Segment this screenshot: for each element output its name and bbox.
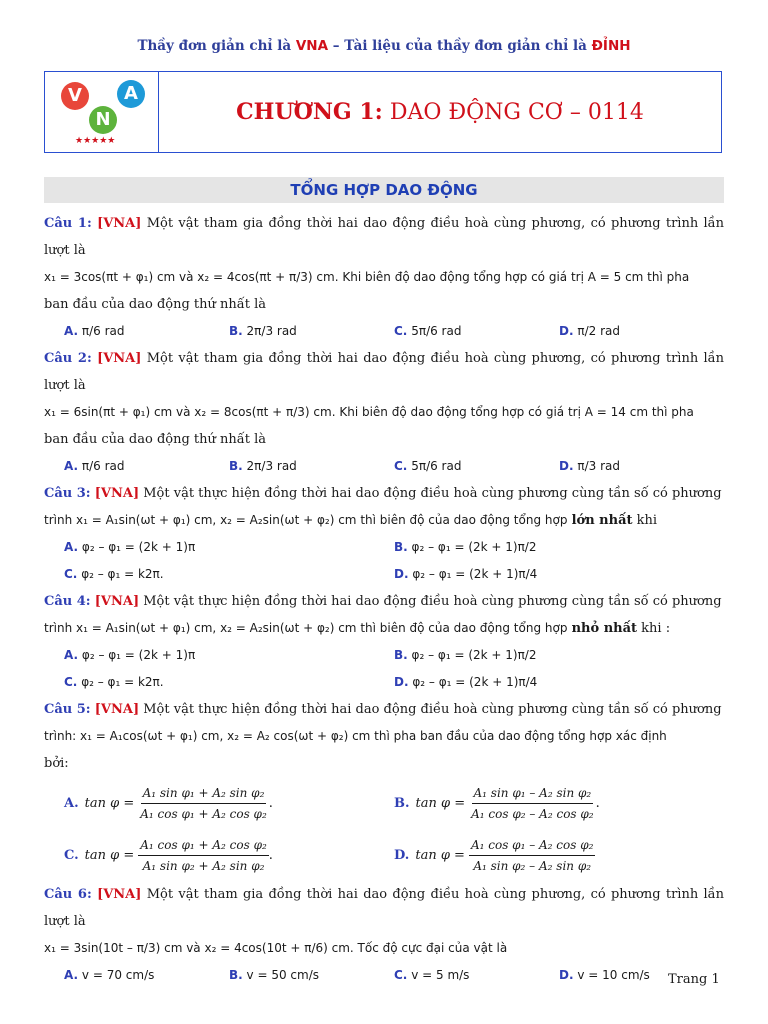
option-d[interactable]: D. v = 10 cm/s bbox=[559, 968, 650, 982]
question-text: ban đầu của dao động thứ nhất là bbox=[44, 432, 266, 447]
question-text: Một vật tham gia đồng thời hai dao động điều hoà cùng phương, có phương trình lần lượt là bbox=[44, 351, 724, 393]
question-tag: [VNA] bbox=[97, 887, 142, 902]
option-a[interactable]: A. π/6 rad bbox=[64, 324, 125, 338]
running-header bbox=[0, 38, 768, 54]
question-tail: khi : bbox=[641, 621, 671, 636]
option-a[interactable]: A. φ₂ – φ₁ = (2k + 1)π bbox=[64, 648, 196, 662]
question-text: Một vật thực hiện đồng thời hai dao động điều hoà cùng phương cùng tần số có phương bbox=[143, 702, 722, 717]
question-label: Câu 1: bbox=[44, 216, 92, 231]
option-a[interactable]: A. tan φ = $\frac{\text{A₁ sin φ₁ + A₂ sin φ₂}}{\text{A₁ cos φ₁ + A₂ cos φ₂}}$ . bbox=[64, 785, 273, 821]
chapter-label: CHƯƠNG 1: bbox=[236, 99, 383, 125]
answer-options bbox=[44, 962, 724, 989]
option-c[interactable]: C. φ₂ – φ₁ = k2π. bbox=[64, 675, 164, 689]
option-b[interactable]: B. φ₂ – φ₁ = (2k + 1)π/2 bbox=[394, 648, 537, 662]
question-4 bbox=[44, 588, 724, 696]
logo-letter-a: A bbox=[117, 80, 145, 108]
option-a[interactable]: A. π/6 rad bbox=[64, 459, 125, 473]
answer-options bbox=[44, 318, 724, 345]
question-2 bbox=[44, 345, 724, 480]
question-label: Câu 6: bbox=[44, 887, 92, 902]
question-5 bbox=[44, 696, 724, 881]
question-emphasis: lớn nhất bbox=[571, 513, 633, 528]
question-label: Câu 2: bbox=[44, 351, 92, 366]
answer-options bbox=[44, 453, 724, 480]
header-left-text: Thầy đơn giản chỉ là bbox=[137, 38, 292, 54]
question-text: bởi: bbox=[44, 756, 69, 771]
question-tag: [VNA] bbox=[94, 594, 140, 609]
answer-options bbox=[44, 829, 724, 881]
answer-options bbox=[44, 669, 724, 696]
option-c[interactable]: C. 5π/6 rad bbox=[394, 324, 462, 338]
question-emphasis: nhỏ nhất bbox=[571, 621, 638, 636]
vna-logo bbox=[45, 72, 159, 152]
question-text: Một vật tham gia đồng thời hai dao động điều hoà cùng phương, có phương trình lần lượt là bbox=[44, 216, 724, 258]
option-d[interactable]: D. π/2 rad bbox=[559, 324, 620, 338]
chapter-title bbox=[159, 72, 721, 152]
question-label: Câu 4: bbox=[44, 594, 91, 609]
answer-options bbox=[44, 777, 724, 829]
option-b[interactable]: B. 2π/3 rad bbox=[229, 459, 297, 473]
chapter-header-box bbox=[44, 71, 722, 153]
option-d[interactable]: D. φ₂ – φ₁ = (2k + 1)π/4 bbox=[394, 675, 538, 689]
page-number: Trang 1 bbox=[668, 972, 720, 987]
question-text: Một vật tham gia đồng thời hai dao động điều hoà cùng phương, có phương trình lần lượt là bbox=[44, 887, 724, 929]
question-label: Câu 3: bbox=[44, 486, 91, 501]
option-b[interactable]: B. φ₂ – φ₁ = (2k + 1)π/2 bbox=[394, 540, 537, 554]
option-d[interactable]: D. φ₂ – φ₁ = (2k + 1)π/4 bbox=[394, 567, 538, 581]
option-a[interactable]: A. v = 70 cm/s bbox=[64, 968, 155, 982]
question-text: x₁ = 3sin(10t – π/3) cm và x₂ = 4cos(10t + π/6) cm. Tốc độ cực đại của vật là bbox=[44, 941, 508, 955]
question-text: Một vật thực hiện đồng thời hai dao động điều hoà cùng phương cùng tần số có phương bbox=[143, 486, 722, 501]
section-title: TỔNG HỢP DAO ĐỘNG bbox=[44, 177, 724, 203]
question-text: trình: x₁ = A₁cos(ωt + φ₁) cm, x₂ = A₂ cos(ωt + φ₂) cm thì pha ban đầu của dao động tổng hợp xác định bbox=[44, 729, 667, 743]
option-c[interactable]: C. v = 5 m/s bbox=[394, 968, 470, 982]
header-dash: – bbox=[332, 38, 340, 54]
option-b[interactable]: B. tan φ = $\frac{\text{A₁ sin φ₁ – A₂ sin φ₂}}{\text{A₁ cos φ₂ – A₂ cos φ₂}}$ . bbox=[394, 785, 600, 821]
question-text: x₁ = 6sin(πt + φ₁) cm và x₂ = 8cos(πt + π/3) cm. Khi biên độ dao động tổng hợp có giá trị A = 14 cm thì pha bbox=[44, 405, 694, 419]
question-text: Một vật thực hiện đồng thời hai dao động điều hoà cùng phương cùng tần số có phương bbox=[143, 594, 722, 609]
question-text: trình x₁ = A₁sin(ωt + φ₁) cm, x₂ = A₂sin(ωt + φ₂) cm thì biên độ của dao động tổng hợp bbox=[44, 621, 568, 635]
option-b[interactable]: B. 2π/3 rad bbox=[229, 324, 297, 338]
answer-options bbox=[44, 642, 724, 669]
question-tag: [VNA] bbox=[97, 216, 142, 231]
answer-options bbox=[44, 534, 724, 561]
logo-stars: ★★★★★ bbox=[75, 136, 116, 146]
header-end: ĐỈNH bbox=[591, 38, 631, 54]
option-c[interactable]: C. φ₂ – φ₁ = k2π. bbox=[64, 567, 164, 581]
option-b[interactable]: B. v = 50 cm/s bbox=[229, 968, 319, 982]
option-c[interactable]: C. 5π/6 rad bbox=[394, 459, 462, 473]
header-right-text: Tài liệu của thầy đơn giản chỉ là bbox=[344, 38, 587, 54]
question-3 bbox=[44, 480, 724, 588]
option-c[interactable]: C. tan φ = $\frac{\text{A₁ cos φ₁ + A₂ cos φ₂}}{\text{A₁ sin φ₂ + A₂ sin φ₂}}$ . bbox=[64, 837, 273, 873]
question-label: Câu 5: bbox=[44, 702, 91, 717]
question-text: ban đầu của dao động thứ nhất là bbox=[44, 297, 266, 312]
header-brand: VNA bbox=[295, 38, 329, 54]
logo-letter-v: V bbox=[61, 82, 89, 110]
question-text: trình x₁ = A₁sin(ωt + φ₁) cm, x₂ = A₂sin(ωt + φ₂) cm thì biên độ của dao động tổng hợp bbox=[44, 513, 568, 527]
question-1 bbox=[44, 210, 724, 345]
option-d[interactable]: D. tan φ = $\frac{\text{A₁ cos φ₁ – A₂ cos φ₂}}{\text{A₁ sin φ₂ – A₂ sin φ₂}}$ bbox=[394, 837, 594, 873]
question-list bbox=[44, 210, 724, 989]
logo-letter-n: N bbox=[89, 106, 117, 134]
chapter-name: DAO ĐỘNG CƠ – 0114 bbox=[389, 99, 644, 125]
option-a[interactable]: A. φ₂ – φ₁ = (2k + 1)π bbox=[64, 540, 196, 554]
question-text: x₁ = 3cos(πt + φ₁) cm và x₂ = 4cos(πt + π/3) cm. Khi biên độ dao động tổng hợp có giá trị A = 5 cm thì pha bbox=[44, 270, 690, 284]
question-tag: [VNA] bbox=[97, 351, 142, 366]
question-tail: khi bbox=[636, 513, 658, 528]
option-d[interactable]: D. π/3 rad bbox=[559, 459, 620, 473]
question-tag: [VNA] bbox=[94, 702, 140, 717]
question-6 bbox=[44, 881, 724, 989]
question-tag: [VNA] bbox=[94, 486, 140, 501]
answer-options bbox=[44, 561, 724, 588]
